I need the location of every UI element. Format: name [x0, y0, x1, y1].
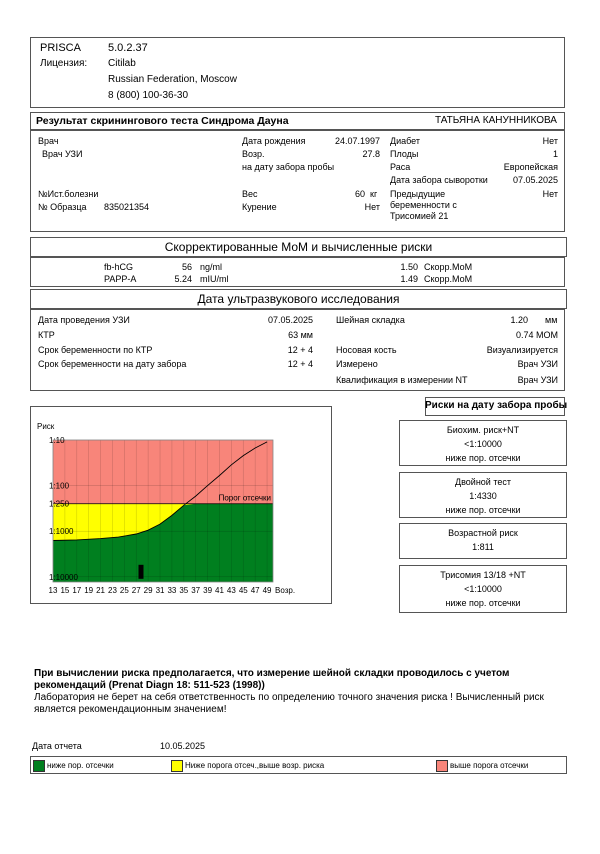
marker-name: fb-hCG: [104, 262, 134, 272]
marker-value: 5.24: [174, 274, 192, 284]
legend-item-between: [171, 760, 324, 772]
previous-label-2: беременности с: [390, 200, 457, 210]
x-tick-label: 35: [179, 586, 189, 595]
measured-by-label: Измерено: [336, 359, 378, 369]
nt-qualification-label: Квалификация в измерении NT: [336, 375, 468, 385]
x-tick-label: 27: [131, 586, 141, 595]
serum-date: 07.05.2025: [512, 175, 558, 185]
risk-title: Возрастной риск: [448, 528, 518, 538]
marker-name: PAPP-A: [104, 274, 137, 284]
previous-label-3: Трисомией 21: [390, 211, 449, 221]
x-tick-label: 13: [48, 586, 58, 595]
x-tick-label: 43: [226, 586, 236, 595]
nt-unit: мм: [545, 315, 558, 325]
risk-box-trisomy-13-18: [399, 565, 567, 613]
risk-title: Трисомия 13/18 +NT: [440, 570, 526, 580]
legend-swatch-red: [436, 760, 448, 772]
license-label: Лицензия:: [40, 58, 88, 69]
marker-mom-label: Скорр.МоМ: [424, 274, 473, 284]
report-date-label: Дата отчета: [32, 741, 82, 751]
birth-date-label: Дата рождения: [242, 136, 306, 146]
fetuses-value: 1: [552, 149, 558, 159]
legend: [30, 756, 567, 774]
age-value: 27.8: [362, 149, 380, 159]
risk-chart-svg: [31, 407, 331, 603]
licensee-location: Russian Federation, Moscow: [108, 74, 237, 85]
fetuses-label: Плоды: [390, 149, 419, 159]
x-tick-label: 23: [108, 586, 117, 595]
y-tick-label: 1:250: [49, 499, 70, 509]
report-date: 10.05.2025: [160, 741, 206, 751]
nasal-bone-label: Носовая кость: [336, 345, 397, 355]
legend-label: выше порога отсечки: [450, 761, 529, 771]
x-tick-label: 37: [191, 586, 201, 595]
ga-ktr-label: Срок беременности по КТР: [38, 345, 153, 355]
y-tick-label: 1:1000: [49, 527, 74, 537]
risk-value: <1:10000: [464, 584, 502, 594]
x-tick-label: 39: [203, 586, 213, 595]
risk-value: 1:4330: [469, 491, 497, 501]
diabetes-label: Диабет: [390, 136, 421, 146]
report-title: Результат скринингового теста Синдрома Дауна: [36, 115, 289, 127]
risk-note: ниже пор. отсечки: [445, 598, 521, 608]
risk-value: 1:811: [472, 542, 494, 552]
us-date-label: Дата проведения УЗИ: [38, 315, 130, 325]
diabetes-value: Нет: [542, 136, 558, 146]
x-tick-label: 45: [238, 586, 248, 595]
us-section-title: Дата ультразвукового исследования: [30, 289, 567, 309]
x-axis-label: Возр.: [275, 586, 296, 595]
risk-note: ниже пор. отсечки: [445, 453, 521, 463]
nt-label: Шейная складка: [336, 315, 405, 325]
cutoff-label: Порог отсечки: [218, 493, 271, 503]
sample-label: № Образца: [38, 202, 87, 212]
legend-label: Ниже порога отсеч.,выше возр. риска: [185, 761, 325, 771]
history-label: №Ист.болезни: [38, 189, 99, 199]
ktr-label: КТР: [38, 330, 55, 340]
x-tick-label: 31: [155, 586, 165, 595]
marker-mom: 1.50: [400, 262, 418, 272]
us-date: 07.05.2025: [267, 315, 313, 325]
risk-value: <1:10000: [464, 439, 502, 449]
legend-swatch-yellow: [171, 760, 183, 772]
measured-by-value: Врач УЗИ: [517, 359, 558, 369]
smoking-label: Курение: [242, 202, 277, 212]
x-tick-label: 21: [96, 586, 106, 595]
licensee: Citilab: [108, 58, 136, 69]
program-version: 5.0.2.37: [108, 42, 148, 54]
y-tick-label: 1:10000: [49, 572, 78, 582]
x-tick-label: 25: [119, 586, 129, 595]
mom-section-title: Скорректированные МоМ и вычисленные риски: [30, 237, 567, 257]
nt-mom: 0.74 МОМ: [515, 330, 558, 340]
nasal-bone-value: Визуализируется: [486, 345, 558, 355]
serum-date-label: Дата забора сыворотки: [390, 175, 488, 185]
age-label: Возр.: [242, 149, 265, 159]
nt-qualification-value: Врач УЗИ: [517, 375, 558, 385]
previous-value: Нет: [542, 189, 558, 199]
legend-label: ниже пор. отсечки: [47, 761, 114, 771]
risk-note: ниже пор. отсечки: [445, 505, 521, 515]
y-tick-label: 1:10: [49, 436, 65, 445]
doctor-label: Врач: [38, 136, 59, 146]
weight-value: 60: [354, 189, 365, 199]
ktr-value: 63 мм: [288, 330, 313, 340]
race-label: Раса: [390, 162, 411, 172]
x-tick-label: 49: [262, 586, 272, 595]
risk-box-biochem-nt: [399, 420, 567, 466]
us-doctor-label: Врач УЗИ: [42, 149, 83, 159]
y-tick-label: 1:100: [49, 481, 70, 491]
age-note: на дату забора пробы: [242, 162, 335, 172]
race-value: Европейская: [503, 162, 558, 172]
x-tick-label: 15: [60, 586, 70, 595]
program-name: PRISCA: [40, 42, 81, 54]
weight-label: Вес: [242, 189, 258, 199]
y-axis-label: Риск: [37, 422, 55, 431]
footer-note: Лаборатория не берет на себя ответственность по определению точного значения риска ! Вычисленный риск является рекомендационным значением!: [34, 692, 544, 715]
marker-mom: 1.49: [400, 274, 418, 284]
x-tick-label: 41: [215, 586, 224, 595]
risk-box-double-test: [399, 472, 567, 518]
risk-chart: [30, 406, 332, 604]
ga-ktr-value: 12 + 4: [287, 345, 313, 355]
x-tick-label: 47: [250, 586, 260, 595]
sample-number: 835021354: [104, 202, 150, 212]
nt-value: 1.20: [510, 315, 528, 325]
marker-mom-label: Скорр.МоМ: [424, 262, 473, 272]
risk-title: Двойной тест: [455, 477, 511, 487]
risk-title: Биохим. риск+NT: [446, 425, 520, 435]
legend-swatch-green: [33, 760, 45, 772]
x-tick-label: 33: [167, 586, 177, 595]
footer-note-bold: При вычислении риска предполагается, что измерение шейной складки проводилось с учетом рекомендаций (Prenat Diagn 18: 511-523 (1998)): [34, 668, 510, 691]
patient-name: ТАТЬЯНА КАНУННИКОВА: [435, 115, 557, 126]
legend-item-above-cutoff: [436, 760, 528, 772]
ga-draw-value: 12 + 4: [287, 359, 313, 369]
ga-draw-label: Срок беременности на дату забора: [38, 359, 187, 369]
marker-unit: ng/ml: [200, 262, 223, 272]
patient-marker: [139, 565, 144, 579]
x-tick-label: 17: [72, 586, 82, 595]
smoking-value: Нет: [364, 202, 380, 212]
legend-item-below-cutoff: [33, 760, 114, 772]
birth-date: 24.07.1997: [334, 136, 380, 146]
marker-value: 56: [181, 262, 192, 272]
x-tick-label: 29: [143, 586, 153, 595]
weight-unit: кг: [370, 189, 378, 199]
risk-box-age: [399, 523, 567, 559]
risks-header: Риски на дату забора пробы: [425, 400, 568, 411]
previous-label-1: Предыдущие: [390, 189, 446, 199]
marker-unit: mIU/ml: [200, 274, 229, 284]
x-tick-label: 19: [84, 586, 94, 595]
licensee-phone: 8 (800) 100-36-30: [108, 90, 189, 101]
